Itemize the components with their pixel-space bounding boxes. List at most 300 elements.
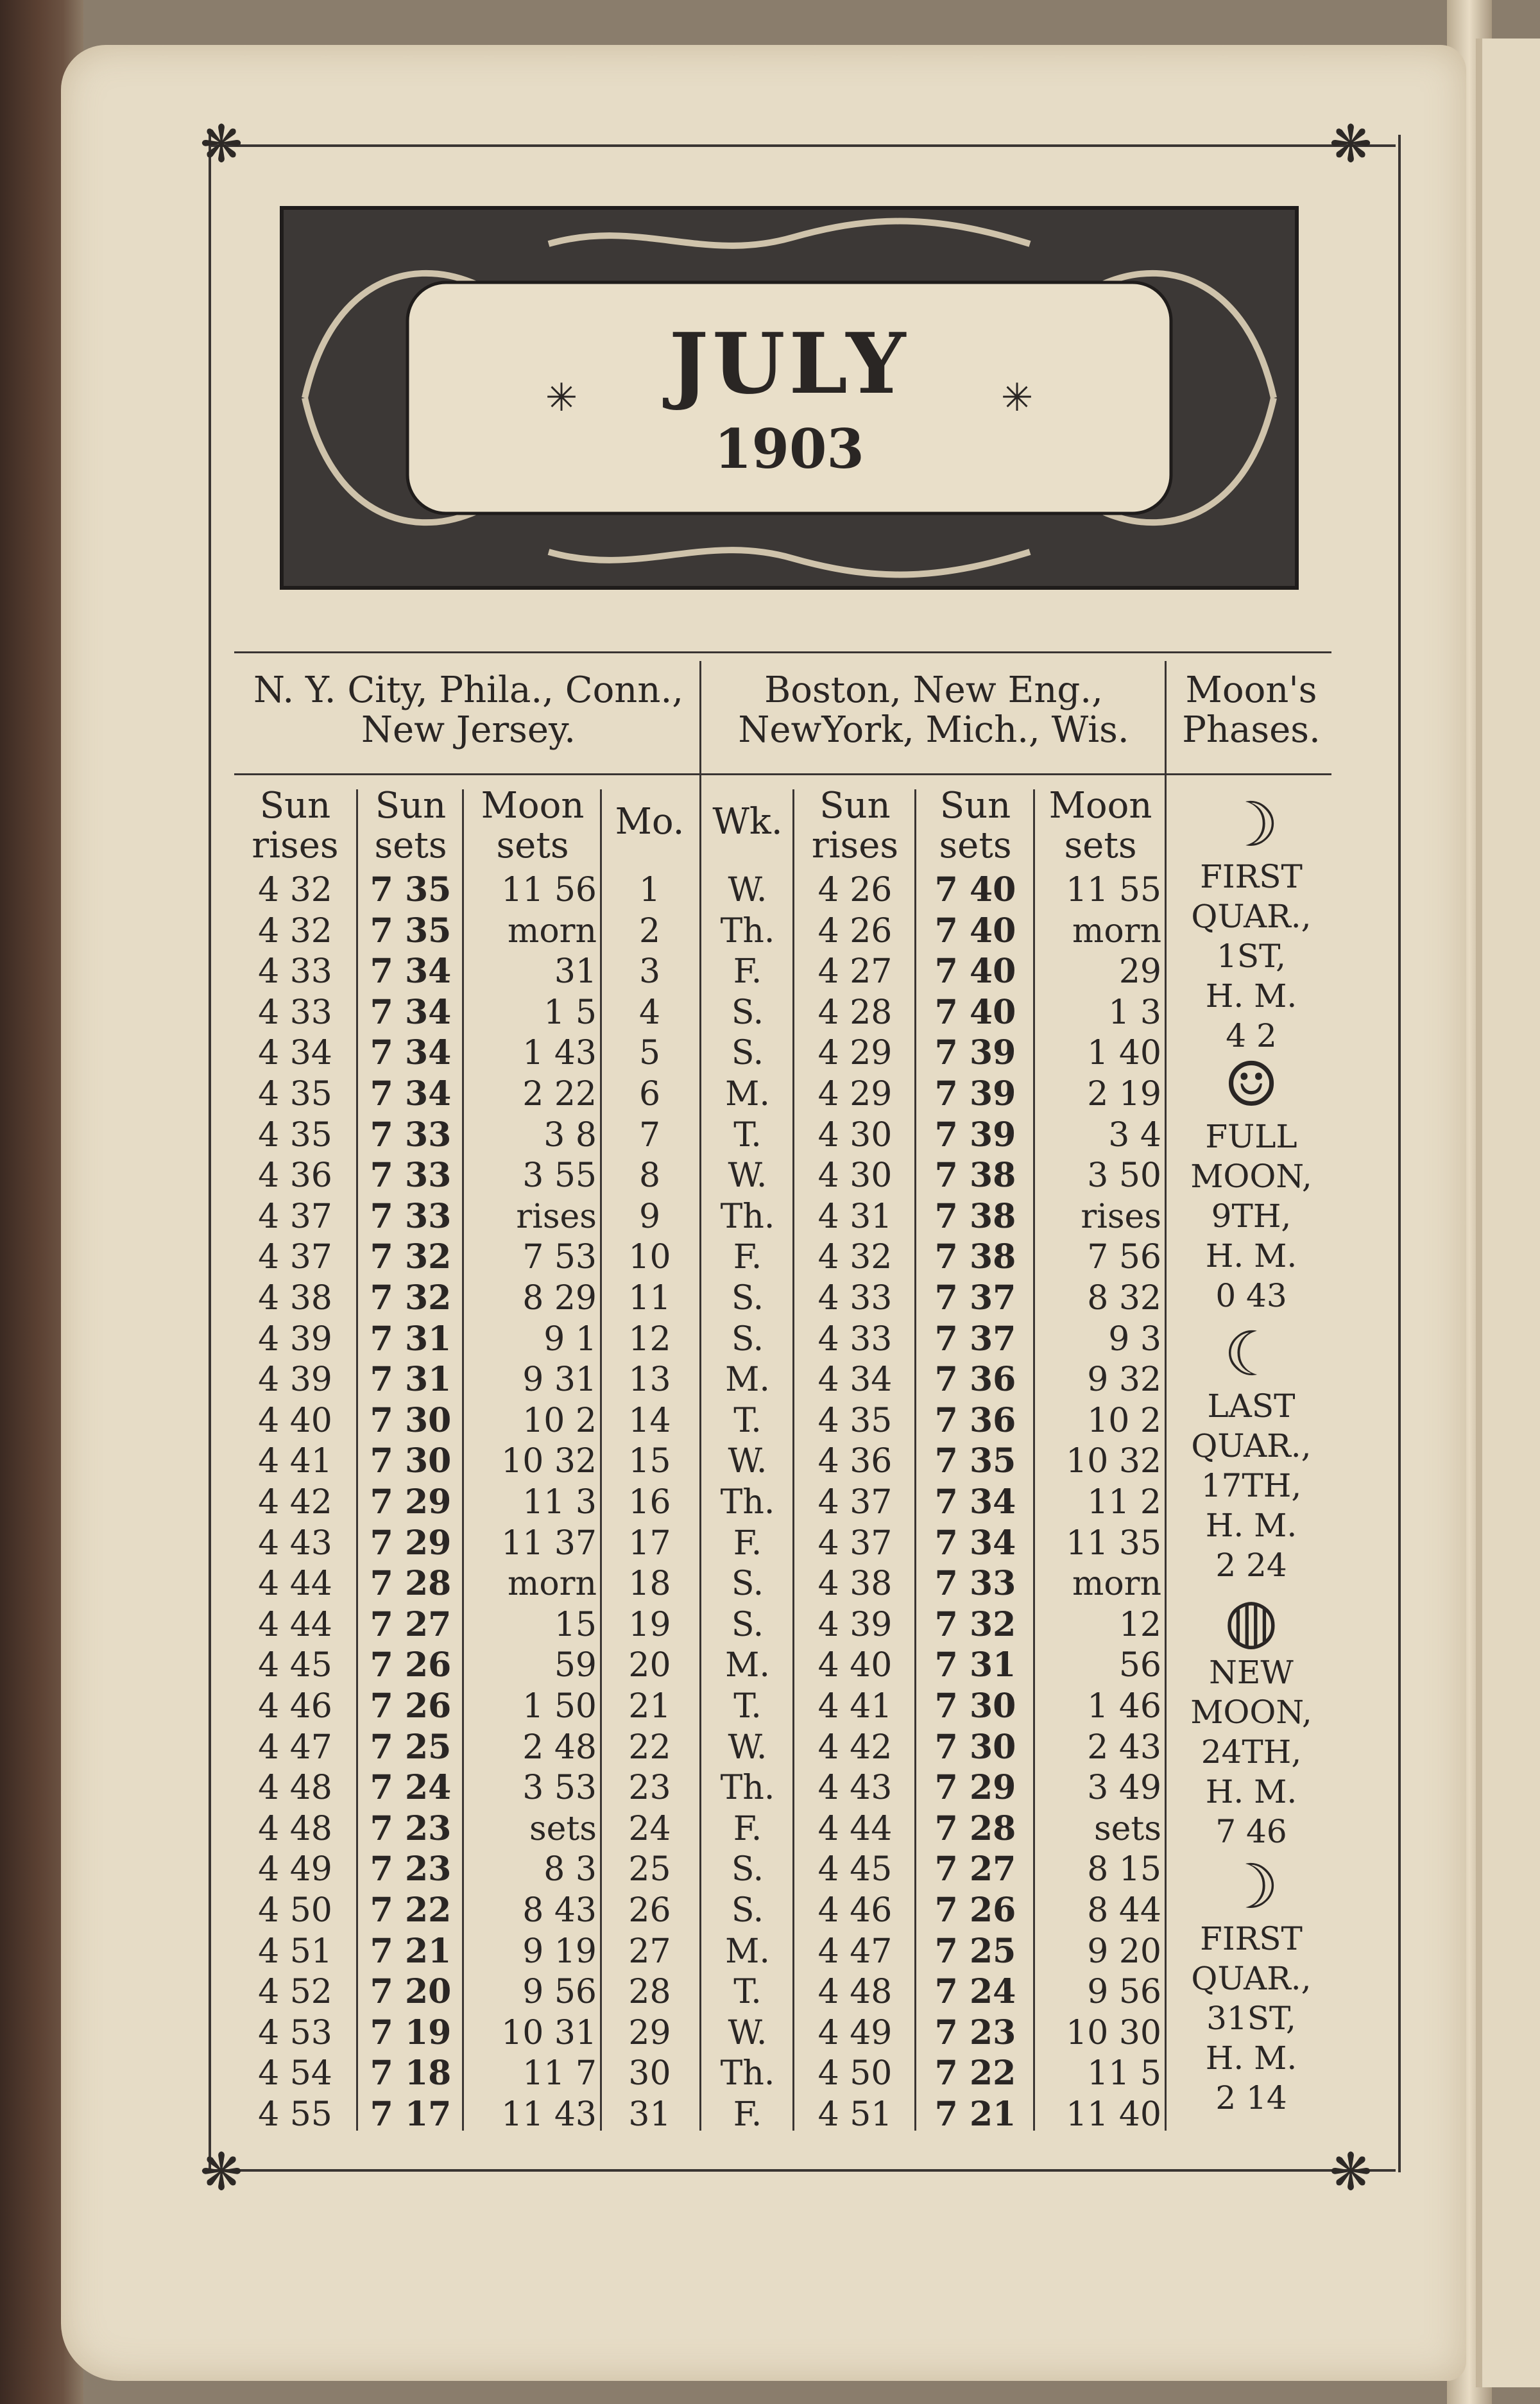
cell-moon-sets-2: 3 49 (1087, 1769, 1161, 1808)
moon-phase-line: FULL (1205, 1118, 1297, 1155)
cell-sun-rises: 4 46 (258, 1687, 332, 1726)
cell-moon-sets-2: 1 40 (1087, 1034, 1161, 1073)
cell-sun-rises-2: 4 33 (817, 1279, 893, 1318)
cell-sun-rises-2: 4 45 (817, 1850, 893, 1889)
col-header-wk: Wk. (712, 801, 783, 843)
col-header-moon-sets-2: Moon sets (1048, 785, 1152, 866)
cell-weekday: M. (725, 1361, 770, 1400)
cell-sun-rises: 4 55 (258, 2095, 332, 2134)
corner-ornament-icon: ❋ (1329, 114, 1373, 174)
cell-sun-sets: 7 22 (370, 1891, 452, 1930)
cell-sun-rises: 4 45 (258, 1646, 332, 1685)
cell-month-day: 11 (628, 1279, 671, 1318)
cell-month-day: 22 (628, 1728, 671, 1767)
cell-sun-rises: 4 52 (258, 1973, 332, 2012)
cell-moon-sets-2: 8 44 (1087, 1891, 1161, 1930)
cell-weekday: S. (731, 993, 764, 1032)
cell-sun-rises: 4 51 (258, 1932, 332, 1971)
moon-phase-entry (1168, 1851, 1335, 2118)
cell-moon-sets: 1 43 (522, 1034, 597, 1073)
cell-sun-sets: 7 20 (370, 1972, 452, 2012)
cell-moon-sets: 11 43 (501, 2095, 597, 2134)
cell-sun-sets-2: 7 36 (934, 1360, 1016, 1400)
cell-sun-rises-2: 4 30 (817, 1156, 893, 1196)
moon-phase-entry (1168, 789, 1335, 1056)
col-header-sun-rises: Sun rises (252, 785, 339, 866)
cell-moon-sets-2: 9 32 (1087, 1361, 1161, 1400)
cell-moon-sets: 2 22 (522, 1075, 597, 1113)
cell-sun-sets-2: 7 24 (934, 1972, 1016, 2012)
cell-weekday: F. (733, 1809, 762, 1848)
cell-moon-sets-2: 11 2 (1087, 1483, 1161, 1522)
cell-sun-rises: 4 43 (258, 1524, 332, 1563)
cell-weekday: S. (731, 1319, 764, 1359)
group-header-boston: Boston, New Eng., NewYork, Mich., Wis. (738, 669, 1129, 751)
moon-phase-icon: ☽ (1223, 789, 1279, 861)
cell-sun-sets: 7 33 (370, 1156, 452, 1196)
cell-moon-sets: sets (529, 1809, 597, 1848)
cell-weekday: T. (733, 1687, 762, 1726)
cell-moon-sets: 9 19 (522, 1932, 597, 1971)
cell-month-day: 13 (628, 1361, 671, 1400)
column-divider (356, 789, 358, 2131)
cell-moon-sets: 59 (554, 1646, 597, 1685)
cell-moon-sets: 3 8 (543, 1115, 597, 1155)
moon-phase-icon: ◍ (1224, 1584, 1278, 1656)
cell-moon-sets-2: 8 15 (1087, 1850, 1161, 1889)
cell-sun-rises-2: 4 37 (817, 1483, 893, 1522)
cell-sun-sets: 7 25 (370, 1727, 452, 1767)
cell-weekday: W. (728, 1728, 767, 1767)
cell-weekday: M. (725, 1646, 770, 1685)
facing-page-edge (1476, 39, 1540, 2387)
cell-month-day: 25 (628, 1850, 671, 1889)
moon-phase-line: MOON, (1190, 1158, 1312, 1195)
cell-moon-sets-2: 9 20 (1087, 1932, 1161, 1971)
cell-sun-sets-2: 7 40 (934, 992, 1016, 1032)
cell-sun-sets: 7 26 (370, 1645, 452, 1685)
cell-month-day: 10 (628, 1238, 671, 1277)
cell-moon-sets-2: 9 3 (1108, 1319, 1161, 1359)
cell-sun-sets-2: 7 27 (934, 1850, 1016, 1889)
cell-month-day: 3 (638, 952, 661, 992)
top-border-line (209, 144, 1396, 147)
cell-sun-rises-2: 4 38 (817, 1565, 893, 1604)
cell-sun-rises-2: 4 31 (817, 1197, 893, 1236)
cell-moon-sets: 11 37 (501, 1524, 597, 1563)
cell-sun-rises: 4 35 (258, 1115, 332, 1155)
moon-phase-entry (1168, 1049, 1335, 1316)
cell-month-day: 23 (628, 1769, 671, 1808)
cell-month-day: 15 (628, 1442, 671, 1481)
cell-month-day: 6 (638, 1075, 661, 1113)
moon-phase-line: NEW (1209, 1654, 1294, 1691)
cell-sun-sets-2: 7 31 (934, 1645, 1016, 1685)
cell-month-day: 4 (638, 993, 661, 1032)
cell-moon-sets: 11 7 (522, 2054, 597, 2093)
cell-sun-rises-2: 4 28 (817, 993, 893, 1032)
cell-moon-sets-2: 11 40 (1066, 2095, 1161, 2134)
moon-phase-icon: ☽ (1223, 1851, 1279, 1923)
cell-moon-sets-2: morn (1072, 1565, 1161, 1604)
cell-sun-sets-2: 7 39 (934, 1074, 1016, 1113)
group-divider (1165, 661, 1167, 2131)
moon-phase-line: FIRST (1200, 858, 1303, 895)
cell-sun-sets: 7 32 (370, 1237, 452, 1277)
cell-sun-rises: 4 44 (258, 1565, 332, 1604)
cell-month-day: 24 (628, 1809, 671, 1848)
moon-phase-line: QUAR., (1191, 898, 1312, 935)
cell-sun-sets: 7 34 (370, 1074, 452, 1113)
cell-moon-sets: 10 32 (501, 1442, 597, 1481)
cell-sun-rises: 4 44 (258, 1605, 332, 1644)
cell-moon-sets-2: 2 19 (1087, 1075, 1161, 1113)
cell-weekday: S. (731, 1279, 764, 1318)
cell-weekday: W. (728, 1156, 767, 1196)
cell-moon-sets: 31 (554, 952, 597, 992)
cell-weekday: F. (733, 1238, 762, 1277)
cell-sun-sets-2: 7 23 (934, 2013, 1016, 2052)
moon-phase-line: 1ST, (1217, 938, 1286, 975)
cell-month-day: 20 (628, 1646, 671, 1685)
group-divider (699, 661, 701, 2131)
cell-sun-sets: 7 23 (370, 1850, 452, 1889)
cell-sun-rises: 4 50 (258, 1891, 332, 1930)
cell-weekday: W. (728, 871, 767, 909)
cell-sun-sets-2: 7 32 (934, 1604, 1016, 1644)
moon-phase-line: 17TH, (1201, 1467, 1302, 1504)
cell-sun-rises-2: 4 40 (817, 1646, 893, 1685)
column-divider (792, 789, 794, 2131)
cell-month-day: 1 (638, 871, 661, 909)
cell-month-day: 27 (628, 1932, 671, 1971)
cell-moon-sets-2: 11 35 (1066, 1524, 1161, 1563)
cell-month-day: 9 (638, 1197, 661, 1236)
corner-ornament-icon: ❋ (200, 114, 243, 174)
cell-sun-rises-2: 4 26 (817, 911, 893, 950)
cell-sun-sets: 7 32 (370, 1278, 452, 1318)
cell-moon-sets: 8 43 (522, 1891, 597, 1930)
cell-moon-sets: morn (508, 911, 597, 950)
cell-sun-sets: 7 33 (370, 1196, 452, 1236)
cell-sun-sets: 7 21 (370, 1931, 452, 1971)
cell-sun-sets-2: 7 39 (934, 1033, 1016, 1073)
cell-sun-rises: 4 36 (258, 1156, 332, 1196)
cell-sun-rises: 4 49 (258, 1850, 332, 1889)
cell-month-day: 16 (628, 1483, 671, 1522)
cell-sun-sets: 7 29 (370, 1482, 452, 1522)
cell-moon-sets: morn (508, 1565, 597, 1604)
cell-month-day: 18 (628, 1565, 671, 1604)
cell-sun-rises-2: 4 41 (817, 1687, 893, 1726)
cell-weekday: F. (733, 2095, 762, 2134)
cell-moon-sets-2: 29 (1118, 952, 1161, 992)
column-divider (462, 789, 464, 2131)
cell-sun-sets: 7 17 (370, 2095, 452, 2134)
cell-sun-sets-2: 7 30 (934, 1687, 1016, 1726)
cell-sun-sets: 7 23 (370, 1808, 452, 1848)
cell-month-day: 19 (628, 1605, 671, 1644)
cell-sun-sets-2: 7 30 (934, 1727, 1016, 1767)
moon-phase-line: H. M. (1205, 1507, 1297, 1544)
cell-month-day: 30 (628, 2054, 671, 2093)
cell-sun-sets: 7 26 (370, 1687, 452, 1726)
cell-sun-rises-2: 4 29 (817, 1075, 893, 1113)
moon-phase-line: QUAR., (1191, 1960, 1312, 1997)
cell-moon-sets: 8 29 (522, 1279, 597, 1318)
cell-moon-sets: 9 1 (543, 1319, 597, 1359)
cell-sun-sets-2: 7 25 (934, 1931, 1016, 1971)
cell-sun-rises-2: 4 44 (817, 1809, 893, 1848)
cell-sun-rises-2: 4 37 (817, 1524, 893, 1563)
col-header-sun-sets-2: Sun sets (939, 785, 1012, 866)
cell-sun-rises-2: 4 34 (817, 1361, 893, 1400)
cell-moon-sets: 2 48 (522, 1728, 597, 1767)
cell-sun-sets-2: 7 29 (934, 1768, 1016, 1808)
cell-moon-sets: 1 50 (522, 1687, 597, 1726)
moon-phase-line: H. M. (1205, 1237, 1297, 1275)
cell-month-day: 14 (628, 1401, 671, 1440)
cell-weekday: S. (731, 1565, 764, 1604)
moon-phase-line: H. M. (1205, 2039, 1297, 2077)
cell-month-day: 2 (638, 911, 661, 950)
moon-phase-entry (1168, 1584, 1335, 1851)
cell-moon-sets-2: 8 32 (1087, 1279, 1161, 1318)
moon-phase-entry (1168, 1318, 1335, 1585)
cell-sun-sets: 7 28 (370, 1564, 452, 1604)
cell-sun-rises: 4 32 (258, 911, 332, 950)
cell-sun-rises-2: 4 32 (817, 1238, 893, 1277)
cell-weekday: M. (725, 1932, 770, 1971)
cell-moon-sets-2: 10 32 (1066, 1442, 1161, 1481)
cell-sun-rises: 4 47 (258, 1728, 332, 1767)
cell-sun-sets: 7 29 (370, 1523, 452, 1563)
cell-month-day: 31 (628, 2095, 671, 2134)
cell-sun-rises: 4 35 (258, 1075, 332, 1113)
moon-phase-line: H. M. (1205, 1773, 1297, 1810)
cell-sun-sets: 7 31 (370, 1319, 452, 1359)
moon-phase-line: 31ST, (1206, 2000, 1296, 2037)
cell-sun-rises-2: 4 26 (817, 871, 893, 909)
cell-sun-sets-2: 7 37 (934, 1319, 1016, 1359)
moon-phase-line: 2 24 (1215, 1547, 1287, 1584)
cell-sun-sets-2: 7 22 (934, 2054, 1016, 2093)
cell-sun-rises-2: 4 43 (817, 1769, 893, 1808)
cell-sun-sets: 7 34 (370, 952, 452, 992)
cell-sun-rises-2: 4 29 (817, 1034, 893, 1073)
cell-sun-sets-2: 7 33 (934, 1564, 1016, 1604)
month-title: JULY (669, 314, 910, 413)
cell-weekday: Th. (720, 911, 775, 950)
cell-sun-rises: 4 48 (258, 1769, 332, 1808)
cell-month-day: 29 (628, 2013, 671, 2052)
cell-weekday: Th. (720, 1197, 775, 1236)
cell-moon-sets-2: 1 3 (1108, 993, 1161, 1032)
cell-moon-sets: 10 31 (501, 2013, 597, 2052)
cell-moon-sets: 8 3 (543, 1850, 597, 1889)
cell-weekday: W. (728, 2013, 767, 2052)
group-header-moon-phases: Moon's Phases. (1182, 669, 1321, 751)
col-header-sun-sets: Sun sets (374, 785, 447, 866)
cell-weekday: Th. (720, 1769, 775, 1808)
cell-sun-sets-2: 7 28 (934, 1808, 1016, 1848)
cell-sun-sets: 7 30 (370, 1400, 452, 1440)
cell-moon-sets-2: 10 30 (1066, 2013, 1161, 2052)
cell-sun-rises: 4 33 (258, 993, 332, 1032)
cell-sun-rises: 4 38 (258, 1279, 332, 1318)
cell-sun-rises-2: 4 33 (817, 1319, 893, 1359)
cell-moon-sets-2: 56 (1118, 1646, 1161, 1685)
cell-sun-rises: 4 32 (258, 871, 332, 909)
cell-sun-sets-2: 7 34 (934, 1482, 1016, 1522)
cell-moon-sets: 7 53 (522, 1238, 597, 1277)
column-divider (600, 789, 602, 2131)
moon-phase-line: LAST (1207, 1387, 1296, 1425)
cell-sun-rises: 4 33 (258, 952, 332, 992)
cell-sun-sets-2: 7 26 (934, 1891, 1016, 1930)
cell-sun-sets: 7 34 (370, 1033, 452, 1073)
cell-sun-sets: 7 19 (370, 2013, 452, 2052)
col-header-sun-rises-2: Sun rises (811, 785, 899, 866)
moon-phase-line: 2 14 (1215, 2079, 1287, 2116)
cell-moon-sets: 11 3 (522, 1483, 597, 1522)
cell-month-day: 17 (628, 1524, 671, 1563)
cell-sun-sets-2: 7 38 (934, 1237, 1016, 1277)
cell-sun-rises: 4 37 (258, 1238, 332, 1277)
cell-sun-sets-2: 7 40 (934, 952, 1016, 992)
cell-weekday: Th. (720, 2054, 775, 2093)
cell-sun-sets-2: 7 39 (934, 1115, 1016, 1155)
cell-sun-sets-2: 7 21 (934, 2095, 1016, 2134)
cell-sun-rises-2: 4 36 (817, 1442, 893, 1481)
cell-weekday: T. (733, 1115, 762, 1155)
cell-month-day: 12 (628, 1319, 671, 1359)
header-rule (234, 773, 1331, 775)
cell-sun-sets: 7 35 (370, 870, 452, 909)
cell-sun-sets-2: 7 38 (934, 1156, 1016, 1196)
cell-sun-rises: 4 41 (258, 1442, 332, 1481)
cell-moon-sets-2: sets (1093, 1809, 1161, 1848)
cell-weekday: F. (733, 1524, 762, 1563)
cell-moon-sets: 3 55 (522, 1156, 597, 1196)
cell-sun-rises-2: 4 39 (817, 1605, 893, 1644)
cell-moon-sets-2: 7 56 (1087, 1238, 1161, 1277)
asterism-icon: ✳ (1000, 375, 1034, 420)
cell-weekday: S. (731, 1605, 764, 1644)
table-top-rule (234, 651, 1331, 653)
cell-weekday: F. (733, 952, 762, 992)
asterism-icon: ✳ (545, 375, 578, 420)
cell-moon-sets-2: 3 4 (1108, 1115, 1161, 1155)
cell-month-day: 21 (628, 1687, 671, 1726)
col-header-mo: Mo. (615, 801, 685, 843)
cell-sun-sets: 7 18 (370, 2054, 452, 2093)
moon-phase-icon: ☾ (1223, 1318, 1279, 1390)
cell-moon-sets-2: 11 55 (1066, 871, 1161, 909)
cell-moon-sets-2: 1 46 (1087, 1687, 1161, 1726)
moon-phase-line: MOON, (1190, 1694, 1312, 1731)
cell-weekday: S. (731, 1034, 764, 1073)
cell-month-day: 5 (638, 1034, 661, 1073)
cell-sun-sets: 7 30 (370, 1441, 452, 1481)
title-cartouche (279, 205, 1299, 590)
cell-month-day: 7 (638, 1115, 661, 1155)
cell-sun-rises-2: 4 49 (817, 2013, 893, 2052)
cell-sun-sets-2: 7 38 (934, 1196, 1016, 1236)
cell-sun-sets-2: 7 37 (934, 1278, 1016, 1318)
column-divider (914, 789, 916, 2131)
cell-moon-sets: 9 31 (522, 1361, 597, 1400)
cell-moon-sets: 9 56 (522, 1973, 597, 2012)
moon-phase-line: FIRST (1200, 1920, 1303, 1957)
cell-moon-sets-2: 9 56 (1087, 1973, 1161, 2012)
cell-sun-sets: 7 35 (370, 911, 452, 950)
cell-weekday: T. (733, 1401, 762, 1440)
cell-moon-sets-2: 11 5 (1087, 2054, 1161, 2093)
cell-sun-sets-2: 7 34 (934, 1523, 1016, 1563)
cell-moon-sets-2: 2 43 (1087, 1728, 1161, 1767)
cell-weekday: M. (725, 1075, 770, 1113)
moon-phase-line: 24TH, (1201, 1733, 1302, 1771)
cell-sun-rises-2: 4 51 (817, 2095, 893, 2134)
cell-month-day: 8 (638, 1156, 661, 1196)
moon-phase-line: QUAR., (1191, 1427, 1312, 1464)
cell-sun-sets: 7 27 (370, 1604, 452, 1644)
cell-sun-rises: 4 39 (258, 1319, 332, 1359)
cell-sun-rises: 4 54 (258, 2054, 332, 2093)
moon-phase-line: 7 46 (1215, 1813, 1287, 1850)
corner-ornament-icon: ❋ (200, 2142, 243, 2202)
cell-sun-sets-2: 7 36 (934, 1400, 1016, 1440)
cell-sun-sets-2: 7 40 (934, 911, 1016, 950)
cell-month-day: 26 (628, 1891, 671, 1930)
cell-sun-rises-2: 4 47 (817, 1932, 893, 1971)
corner-ornament-icon: ❋ (1329, 2142, 1373, 2202)
cell-sun-rises: 4 53 (258, 2013, 332, 2052)
column-divider (1033, 789, 1035, 2131)
cell-sun-rises-2: 4 27 (817, 952, 893, 992)
cell-sun-rises-2: 4 50 (817, 2054, 893, 2093)
cell-sun-sets: 7 24 (370, 1768, 452, 1808)
cell-sun-rises-2: 4 48 (817, 1973, 893, 2012)
cell-sun-rises-2: 4 46 (817, 1891, 893, 1930)
cell-moon-sets-2: morn (1072, 911, 1161, 950)
cell-sun-sets: 7 33 (370, 1115, 452, 1155)
cell-month-day: 28 (628, 1973, 671, 2012)
cell-sun-sets-2: 7 40 (934, 870, 1016, 909)
cell-weekday: T. (733, 1973, 762, 2012)
cell-sun-rises-2: 4 35 (817, 1401, 893, 1440)
cell-weekday: Th. (720, 1483, 775, 1522)
cell-sun-rises: 4 40 (258, 1401, 332, 1440)
moon-phase-line: 4 2 (1226, 1017, 1277, 1054)
moon-phase-icon: ☺ (1223, 1049, 1279, 1120)
cell-sun-rises: 4 34 (258, 1034, 332, 1073)
cell-sun-rises: 4 39 (258, 1361, 332, 1400)
col-header-moon-sets: Moon sets (481, 785, 585, 866)
year-title: 1903 (714, 417, 864, 481)
cell-sun-sets-2: 7 35 (934, 1441, 1016, 1481)
group-header-ny: N. Y. City, Phila., Conn., New Jersey. (253, 669, 684, 751)
bottom-border-line (209, 2169, 1396, 2172)
cell-moon-sets: 15 (554, 1605, 597, 1644)
cell-moon-sets: 1 5 (543, 993, 597, 1032)
cell-weekday: W. (728, 1442, 767, 1481)
cell-sun-sets: 7 31 (370, 1360, 452, 1400)
cell-sun-rises-2: 4 30 (817, 1115, 893, 1155)
cell-moon-sets: 11 56 (501, 871, 597, 909)
cell-sun-rises: 4 42 (258, 1483, 332, 1522)
